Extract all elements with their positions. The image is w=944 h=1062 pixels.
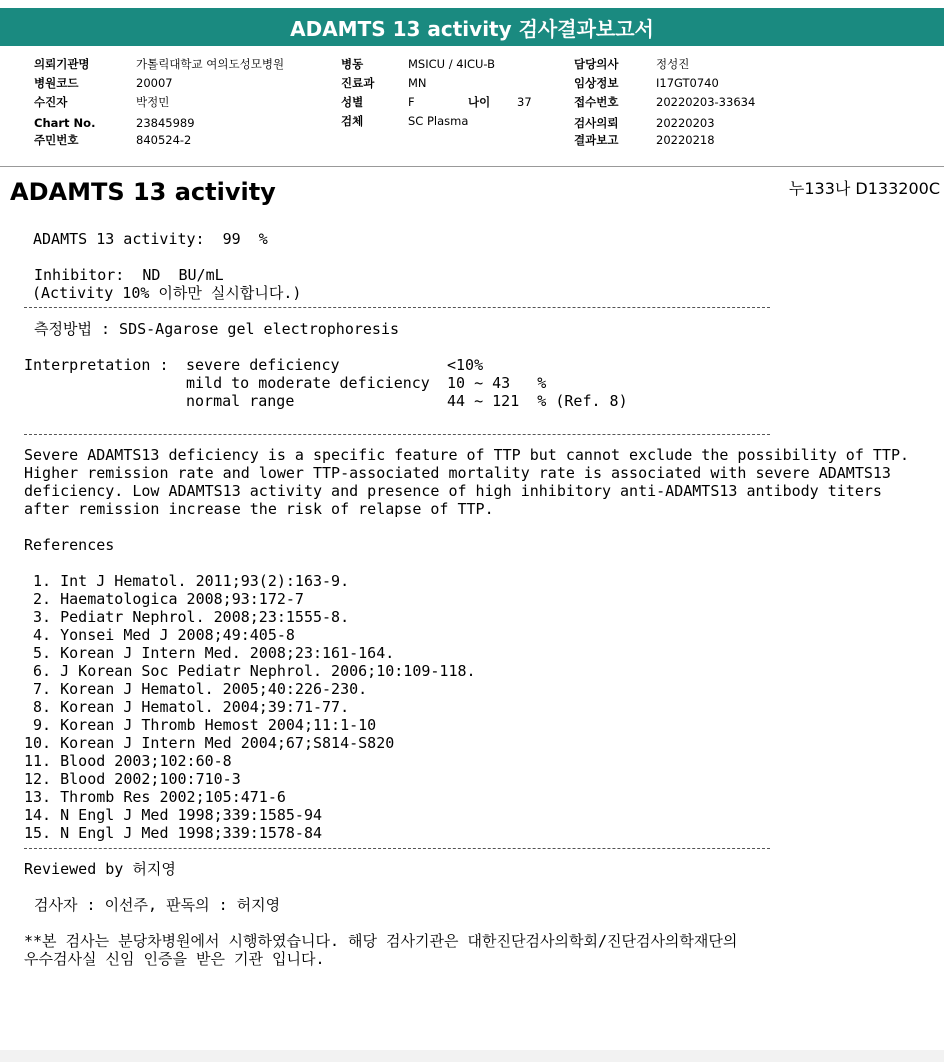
institution-value: 가톨릭대학교 여의도성모병원 — [136, 57, 285, 71]
institution-label: 의뢰기관명 — [34, 57, 90, 71]
examiner-line: 검사자 : 이선주, 판독의 : 허지영 — [34, 896, 281, 914]
doctor-label: 담당의사 — [574, 57, 619, 71]
doctor-value: 정성진 — [656, 57, 690, 71]
resident-no-label: 주민번호 — [34, 133, 79, 147]
sex-value: F — [408, 95, 415, 109]
reference-item: 8. Korean J Hematol. 2004;39:71-77. — [24, 698, 350, 716]
reference-item: 15. N Engl J Med 1998;339:1578-84 — [24, 824, 323, 842]
description-line-3: deficiency. Low ADAMTS13 activity and presence of high inhibitory anti-ADAMTS13 antibody titers — [24, 482, 882, 500]
interp-label-mild: mild to moderate deficiency — [186, 374, 430, 392]
specimen-label: 검체 — [341, 114, 364, 128]
description-line-4: after remission increase the risk of relapse of TTP. — [24, 500, 494, 518]
reference-item: 3. Pediatr Nephrol. 2008;23:1555-8. — [24, 608, 350, 626]
dept-label: 진료과 — [341, 76, 375, 90]
hospital-code-value: 20007 — [136, 76, 173, 90]
resident-no-value: 840524-2 — [136, 133, 192, 147]
reference-item: 13. Thromb Res 2002;105:471-6 — [24, 788, 286, 806]
reference-item: 12. Blood 2002;100:710-3 — [24, 770, 241, 788]
references-title: References — [24, 536, 115, 554]
receipt-no-label: 접수번호 — [574, 95, 619, 109]
activity-result: ADAMTS 13 activity: 99 % — [33, 230, 268, 248]
reference-item: 6. J Korean Soc Pediatr Nephrol. 2006;10:109-118. — [24, 662, 476, 680]
interp-value-normal: 44 ~ 121 % (Ref. 8) — [447, 392, 628, 410]
ward-label: 병동 — [341, 57, 364, 71]
reference-item: 5. Korean J Intern Med. 2008;23:161-164. — [24, 644, 395, 662]
reference-item: 1. Int J Hematol. 2011;93(2):163-9. — [24, 572, 350, 590]
inhibitor-note: (Activity 10% 이하만 실시합니다.) — [32, 284, 302, 302]
reference-item: 14. N Engl J Med 1998;339:1585-94 — [24, 806, 323, 824]
interp-value-severe: <10% — [447, 356, 484, 374]
footnote-line-1: **본 검사는 분당차병원에서 시행하였습니다. 해당 검사기관은 대한진단검사의학회/진단검사의학재단의 — [24, 932, 738, 950]
reviewed-by: Reviewed by 허지영 — [24, 860, 176, 878]
reference-item: 7. Korean J Hematol. 2005;40:226-230. — [24, 680, 368, 698]
reference-item: 2. Haematologica 2008;93:172-7 — [24, 590, 304, 608]
divider-3 — [24, 848, 770, 849]
specimen-value: SC Plasma — [408, 114, 469, 128]
inhibitor-result: Inhibitor: ND BU/mL — [34, 266, 224, 284]
result-date-label: 결과보고 — [574, 133, 619, 147]
reference-item: 9. Korean J Thromb Hemost 2004;11:1-10 — [24, 716, 377, 734]
report-title: ADAMTS 13 activity 검사결과보고서 — [0, 8, 944, 46]
description-line-1: Severe ADAMTS13 deficiency is a specific feature of TTP but cannot exclude the possibility of TTP. — [24, 446, 910, 464]
footnote-line-2: 우수검사실 신임 인증을 받은 기관 입니다. — [24, 950, 325, 968]
examinee-label: 수진자 — [34, 95, 68, 109]
interp-label-severe: severe deficiency — [186, 356, 340, 374]
receipt-no-value: 20220203-33634 — [656, 95, 756, 109]
sex-label: 성별 — [341, 95, 364, 109]
interpretation-label: Interpretation : — [24, 356, 169, 374]
clinical-info-label: 임상정보 — [574, 76, 619, 90]
method-line: 측정방법 : SDS-Agarose gel electrophoresis — [34, 320, 400, 338]
result-date-value: 20220218 — [656, 133, 715, 147]
chart-no-label: Chart No. — [34, 116, 96, 130]
reference-item: 10. Korean J Intern Med 2004;67;S814-S820 — [24, 734, 395, 752]
dept-value: MN — [408, 76, 427, 90]
header-divider — [0, 166, 944, 167]
divider-2 — [24, 434, 770, 435]
interp-value-mild: 10 ~ 43 % — [447, 374, 547, 392]
reference-item: 11. Blood 2003;102:60-8 — [24, 752, 232, 770]
clinical-info-value: I17GT0740 — [656, 76, 719, 90]
reference-item: 4. Yonsei Med J 2008;49:405-8 — [24, 626, 295, 644]
description-line-2: Higher remission rate and lower TTP-associated mortality rate is associated with severe ADAMTS13 — [24, 464, 891, 482]
request-date-label: 검사의뢰 — [574, 116, 619, 130]
ward-value: MSICU / 4ICU-B — [408, 57, 496, 71]
test-name: ADAMTS 13 activity — [10, 178, 276, 206]
request-date-value: 20220203 — [656, 116, 715, 130]
divider-1 — [24, 307, 770, 308]
test-code: 누133나 D133200C — [788, 179, 940, 198]
age-label: 나이 — [468, 95, 491, 109]
examinee-value: 박정민 — [136, 95, 170, 109]
interp-label-normal: normal range — [186, 392, 295, 410]
chart-no-value: 23845989 — [136, 116, 195, 130]
age-value: 37 — [517, 95, 532, 109]
hospital-code-label: 병원코드 — [34, 76, 79, 90]
